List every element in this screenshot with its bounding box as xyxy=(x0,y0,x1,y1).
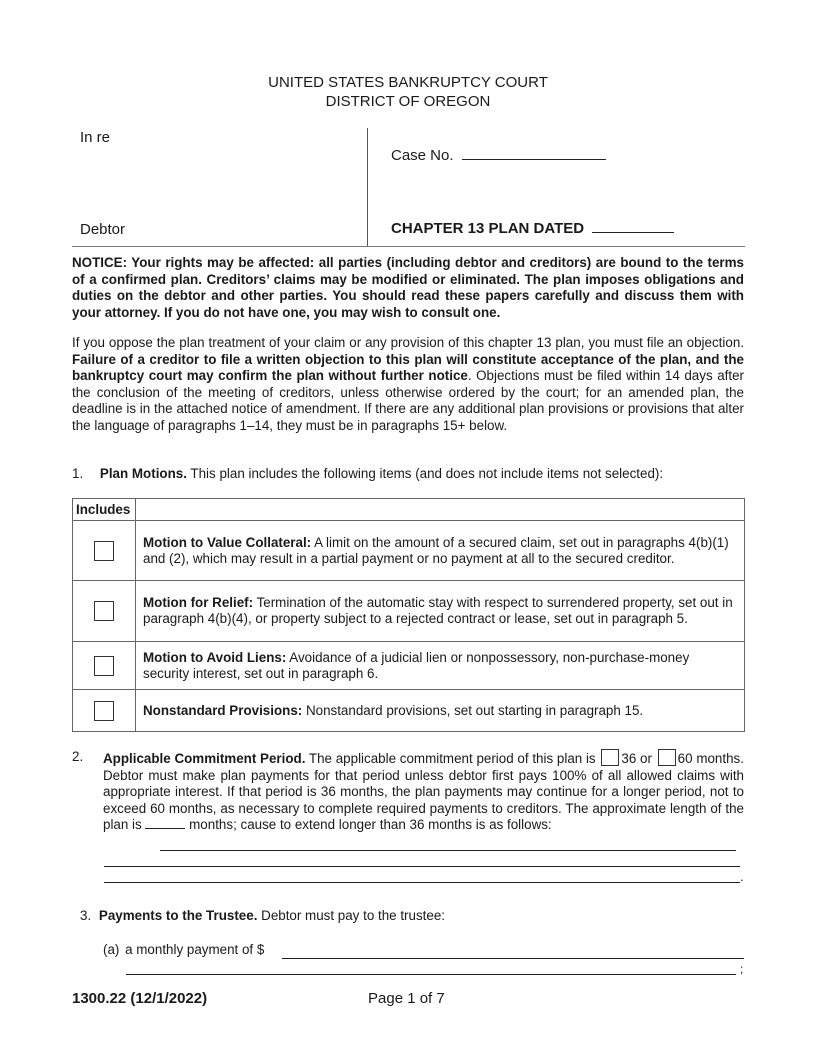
table-header-row xyxy=(73,499,745,521)
table-row xyxy=(73,642,745,690)
objection-warning: Failure of a creditor to file a written objection to this plan will constitute acceptance of the plan, and the bankruptcy court may confirm the plan without further notice xyxy=(72,351,744,383)
motion-title: Motion to Avoid Liens: xyxy=(143,649,287,665)
caption-divider xyxy=(367,128,368,246)
section-text: The applicable commitment period of this plan is xyxy=(305,751,600,766)
debtor-label: Debtor xyxy=(80,221,126,238)
section-number: 1. xyxy=(72,466,84,481)
page-number: Page 1 of 7 xyxy=(368,990,445,1007)
objection-text-1: If you oppose the plan treatment of your claim or any provision of this chapter 13 plan, you must file an objection. xyxy=(72,335,744,350)
section-2-number: 2. xyxy=(72,749,84,764)
section-3-heading xyxy=(80,908,445,923)
section-title: Plan Motions. xyxy=(99,466,187,481)
cause-line-2[interactable] xyxy=(104,865,740,867)
description-header xyxy=(136,499,745,521)
motion-title: Nonstandard Provisions: xyxy=(143,702,303,718)
table-row xyxy=(73,581,745,642)
caption-rule xyxy=(72,246,745,247)
motion-value-collateral-checkbox[interactable] xyxy=(94,541,114,561)
item-a-label: (a) xyxy=(103,942,120,957)
form-id: 1300.22 (12/1/2022) xyxy=(72,990,208,1007)
plan-title-row xyxy=(391,220,674,237)
plan-date-field[interactable] xyxy=(592,231,674,233)
period-mark: . xyxy=(740,869,744,884)
section-title: Payments to the Trustee. xyxy=(98,908,258,923)
monthly-payment-line-2[interactable] xyxy=(126,973,736,975)
item-a-row xyxy=(103,942,264,957)
objection-text-2: . Objections must be filed within 14 days after the conclusion of the meeting of creditors, unless otherwise ordered by the court; for an amended plan, the deadline is in the attached notice of amendment. If there are any additional plan provisions or provisions that alter the language of paragraphs 1–14, they must be in paragraphs 15+ below. xyxy=(72,368,745,433)
case-number-field[interactable] xyxy=(462,158,606,160)
section-text: months; cause to extend longer than 36 months is as follows: xyxy=(185,817,552,832)
motion-description: Termination of the automatic stay with respect to surrendered property, set out in paragraph 4(b)(4), or property subject to a rejected contract or lease, set out in paragraph 5. xyxy=(143,595,733,626)
includes-header: Includes xyxy=(73,499,136,521)
section-text: months. Debtor must make plan payments for that period unless debtor first pays 100% of all allowed claims with appropriate interest. If that period is 36 months, the plan payments may continue for a longer period, not to exceed 60 months, as necessary to complete required payments to creditors. The approximate length of the plan is xyxy=(103,751,744,832)
period-36-label: 36 or xyxy=(621,751,652,766)
cause-line-1[interactable] xyxy=(160,849,736,851)
cause-line-3[interactable] xyxy=(104,881,740,883)
period-60-checkbox[interactable] xyxy=(658,749,676,766)
court-name: UNITED STATES BANKRUPTCY COURT xyxy=(268,74,548,91)
motion-avoid-liens-checkbox[interactable] xyxy=(94,656,114,676)
court-district: DISTRICT OF OREGON xyxy=(325,93,491,110)
plan-motions-table xyxy=(72,498,745,732)
section-title: Applicable Commitment Period. xyxy=(103,751,306,766)
section-text: Debtor must pay to the trustee: xyxy=(257,908,445,923)
monthly-payment-field[interactable] xyxy=(282,957,744,959)
motion-description: Nonstandard provisions, set out starting in paragraph 15. xyxy=(302,702,644,718)
section-text: This plan includes the following items (and does not include items not selected): xyxy=(186,466,664,481)
motion-title: Motion for Relief: xyxy=(143,595,254,610)
plan-title: CHAPTER 13 PLAN DATED xyxy=(391,220,585,237)
section-2-body xyxy=(103,749,744,834)
table-row xyxy=(73,690,745,732)
objection-paragraph xyxy=(72,335,744,434)
plan-length-months-field[interactable] xyxy=(145,827,185,829)
case-number-row xyxy=(391,147,606,164)
section-number: 3. xyxy=(80,908,92,923)
motion-description: Avoidance of a judicial lien or nonpossessory, non-purchase-money security interest, set out in paragraph 6. xyxy=(143,649,690,681)
case-number-label: Case No. xyxy=(391,147,454,164)
item-a-text: a monthly payment of $ xyxy=(125,942,265,957)
section-1-heading xyxy=(72,466,663,481)
in-re-label: In re xyxy=(80,129,111,146)
period-60-label: 60 xyxy=(677,751,693,766)
motion-title: Motion to Value Collateral: xyxy=(143,534,312,550)
period-36-checkbox[interactable] xyxy=(601,749,619,766)
motion-description: A limit on the amount of a secured claim, set out in paragraphs 4(b)(1) and (2), which may result in a partial payment or no payment at all to the secured creditor. xyxy=(143,534,729,566)
table-row xyxy=(73,521,745,581)
notice-paragraph: NOTICE: Your rights may be affected: all parties (including debtor and creditors) are bound to the terms of a confirmed plan. Creditors’ claims may be modified or eliminated. The plan imposes obligations and duties on the debtor and other parties. You should read these papers carefully and discuss them with your attorney. If you do not have one, you may wish to consult one. xyxy=(72,255,744,320)
nonstandard-provisions-checkbox[interactable] xyxy=(94,701,114,721)
semicolon-mark: ; xyxy=(740,962,744,976)
motion-relief-checkbox[interactable] xyxy=(94,601,114,621)
